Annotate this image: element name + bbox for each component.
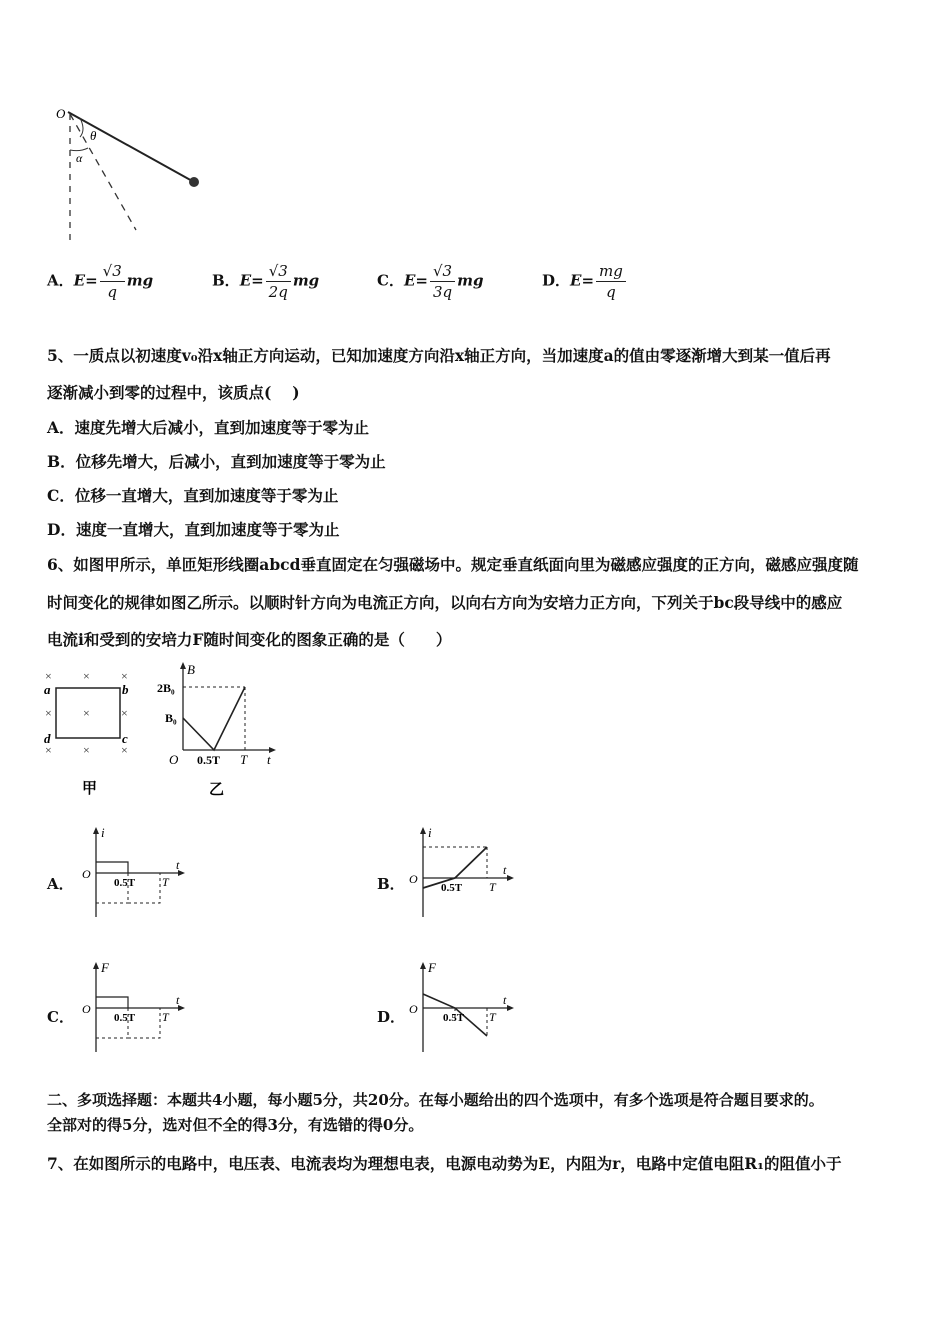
label-O: O	[169, 752, 179, 767]
label-theta: θ	[90, 128, 97, 143]
q6-option-b-graph[interactable]	[405, 825, 520, 920]
label-O: O	[82, 867, 91, 881]
q6-option-c-graph[interactable]	[80, 960, 190, 1055]
i-positive-segment	[96, 862, 128, 873]
q6-option-a-label[interactable]: A．	[47, 875, 74, 893]
label-i: i	[101, 825, 105, 840]
caption-yi: 乙	[209, 782, 225, 798]
svg-text:×: ×	[83, 669, 90, 683]
q5-option-c[interactable]: C．位移一直增大，直到加速度等于零为止	[47, 486, 339, 505]
svg-text:×: ×	[121, 669, 128, 683]
label-half-T: 0.5T	[197, 753, 221, 767]
svg-text:×: ×	[121, 743, 128, 757]
svg-text:×: ×	[45, 706, 52, 720]
label-t: t	[503, 993, 507, 1007]
q4-option-b[interactable]: B．E= $\frac{√3}{2q}$ mg	[212, 262, 320, 301]
q5-option-a[interactable]: A．速度先增大后减小，直到加速度等于零为止	[47, 418, 370, 437]
label-T: T	[489, 880, 496, 894]
y-arrow	[420, 827, 426, 834]
label-t: t	[176, 993, 180, 1007]
label-i: i	[428, 825, 432, 840]
section2-line1: 二、多项选择题：本题共4小题，每小题5分，共20分。在每小题给出的四个选项中，有多个选项是符合题目要求的。	[47, 1091, 824, 1109]
y-arrow	[180, 662, 186, 669]
label-c: c	[122, 731, 128, 746]
fraction: $\frac{√3}{2q}$	[266, 262, 291, 301]
label-B0: B₀	[165, 711, 177, 725]
figure-yi-bt-graph	[155, 660, 285, 800]
f-positive-segment	[96, 997, 128, 1008]
label-F: F	[428, 960, 436, 975]
label-d: d	[44, 731, 51, 746]
q6-option-a-graph[interactable]	[80, 825, 190, 920]
label-F: F	[101, 960, 109, 975]
label-t: t	[267, 752, 271, 767]
q5-option-b[interactable]: B．位移先增大，后减小，直到加速度等于零为止	[47, 452, 386, 471]
field-crosses	[45, 669, 128, 757]
q6-stem-line3: 电流i和受到的安培力F随时间变化的图象正确的是（ ）	[47, 630, 452, 649]
label-half-T: 0.5T	[114, 1012, 136, 1024]
q6-option-d-graph[interactable]	[405, 960, 520, 1055]
q6-stem-line2: 时间变化的规律如图乙所示。以顺时针方向为电流正方向，以向右方向为安培力正方向，下列关于bc段导线中的感应	[47, 593, 843, 612]
fraction: $\frac{√3}{3q}$	[430, 262, 455, 301]
label-O: O	[409, 872, 418, 886]
label-b: b	[122, 682, 129, 697]
q4-option-a[interactable]: A．E= $\frac{√3}{q}$ mg	[47, 262, 154, 301]
label-2B0: 2B₀	[157, 681, 175, 695]
label-T: T	[240, 752, 248, 767]
label-t: t	[503, 863, 507, 877]
q6-option-d-label[interactable]: D．	[377, 1008, 406, 1026]
y-arrow	[93, 962, 99, 969]
label-alpha: α	[76, 151, 83, 165]
q6-stem-line1: 6、如图甲所示，单匝矩形线圈abcd垂直固定在匀强磁场中。规定垂直纸面向里为磁感应强度的正方向，磁感应强度随	[47, 555, 859, 574]
fraction: $\frac{√3}{q}$	[100, 262, 125, 301]
x-arrow	[507, 875, 514, 881]
y-arrow	[93, 827, 99, 834]
label-half-T: 0.5T	[114, 877, 136, 889]
q6-option-c-label[interactable]: C．	[47, 1008, 74, 1026]
ball	[189, 177, 199, 187]
label-O: O	[82, 1002, 91, 1016]
q4-option-d[interactable]: D．E= $\frac{mg}{q}$	[542, 262, 628, 301]
q5-stem-line2: 逐渐减小到零的过程中，该质点( )	[47, 383, 300, 402]
label-T: T	[489, 1010, 496, 1024]
string-line	[68, 112, 194, 182]
label-half-T: 0.5T	[441, 882, 463, 894]
label-half-T: 0.5T	[443, 1012, 465, 1024]
b-curve	[183, 687, 245, 750]
svg-text:×: ×	[45, 743, 52, 757]
label-O: O	[56, 106, 66, 121]
q7-stem-line1: 7、在如图所示的电路中，电压表、电流表均为理想电表，电源电动势为E，内阻为r，电路中定值电阻R₁的阻值小于	[47, 1154, 842, 1173]
caption-jia: 甲	[82, 781, 98, 797]
y-arrow	[420, 962, 426, 969]
pendulum-figure	[50, 100, 220, 245]
label-t: t	[176, 858, 180, 872]
section2-line2: 全部对的得5分，选对但不全的得3分，有选错的得0分。	[47, 1116, 424, 1134]
q6-option-b-label[interactable]: B．	[377, 875, 405, 893]
figure-jia-coil	[40, 665, 145, 800]
label-O: O	[409, 1002, 418, 1016]
q5-option-d[interactable]: D．速度一直增大，直到加速度等于零为止	[47, 520, 340, 539]
label-T: T	[162, 1010, 169, 1024]
fraction: $\frac{mg}{q}$	[596, 262, 626, 301]
svg-text:×: ×	[83, 706, 90, 720]
label-a: a	[44, 682, 51, 697]
svg-text:×: ×	[45, 669, 52, 683]
q4-option-c[interactable]: C．E= $\frac{√3}{3q}$ mg	[377, 262, 484, 301]
svg-text:×: ×	[121, 706, 128, 720]
label-B: B	[187, 662, 195, 677]
label-T: T	[162, 875, 169, 889]
svg-text:×: ×	[83, 743, 90, 757]
x-arrow	[507, 1005, 514, 1011]
q5-stem-line1: 5、一质点以初速度v₀沿x轴正方向运动，已知加速度方向沿x轴正方向，当加速度a的值由零逐渐增大到某一值后再	[47, 346, 831, 365]
